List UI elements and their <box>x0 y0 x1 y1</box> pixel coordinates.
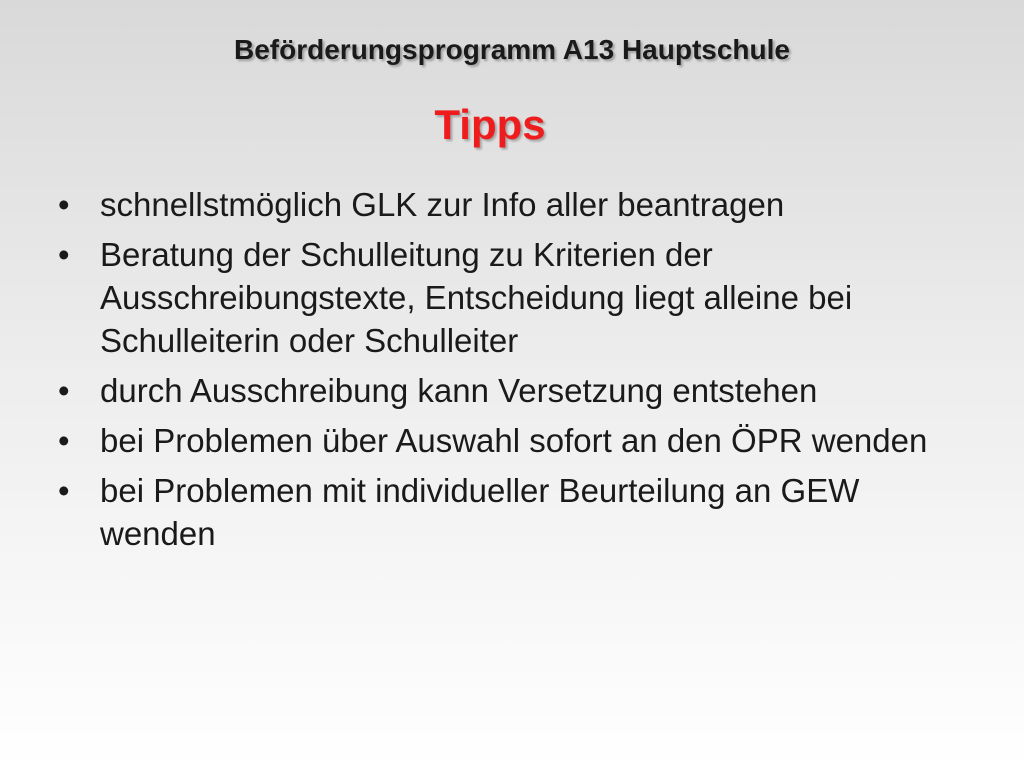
slide-subtitle: Tipps <box>434 101 546 148</box>
bullet-text: durch Ausschreibung kann Versetzung entstehen <box>100 372 818 409</box>
bullet-text: Beratung der Schulleitung zu Kriterien der Ausschreibungstexte, Entscheidung liegt alleine bei Schulleiterin oder Schulleiter <box>100 236 853 359</box>
bullet-item <box>58 419 978 462</box>
bullet-item <box>58 469 978 555</box>
bullet-text: bei Problemen mit individueller Beurteilung an GEW wenden <box>100 472 860 552</box>
slide-title: Beförderungsprogramm A13 Hauptschule <box>234 34 790 65</box>
bullet-list <box>58 183 978 562</box>
bullet-marker: • <box>58 422 70 459</box>
bullet-item <box>58 183 978 226</box>
bullet-item <box>58 369 978 412</box>
bullet-marker: • <box>58 472 70 509</box>
bullet-marker: • <box>58 372 70 409</box>
bullet-marker: • <box>58 186 70 223</box>
bullet-marker: • <box>58 236 70 273</box>
bullet-item <box>58 233 978 362</box>
bullet-text: schnellstmöglich GLK zur Info aller beantragen <box>100 186 785 223</box>
bullet-text: bei Problemen über Auswahl sofort an den ÖPR wenden <box>100 422 928 459</box>
